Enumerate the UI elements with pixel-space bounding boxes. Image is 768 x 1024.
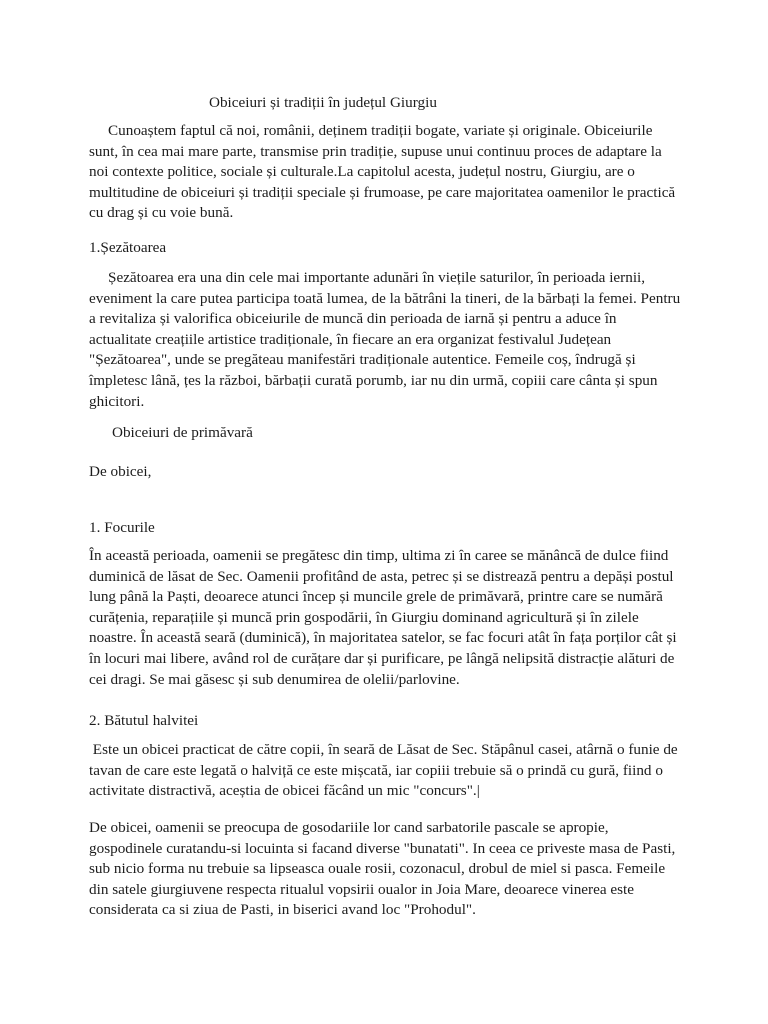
text-line: sub nicio forma nu trebuie sa lipseasca ouale rosii, cozonacul, drobul de miel si pasca. Femeile — [89, 860, 666, 878]
document-page — [89, 0, 689, 1024]
text-line: împletesc lână, țes la război, bărbații curată porumb, iar nu din urmă, copiii care cânta și spun — [89, 371, 658, 389]
text-line: De obicei, — [89, 463, 152, 480]
text-line: Cunoaștem faptul că noi, românii, deținem tradiții bogate, variate și originale. Obiceiurile — [108, 122, 653, 139]
text-line: lung până la Paști, deoarece atunci încep și muncile grele de primăvară, printre care se numără — [89, 588, 663, 606]
text-line: tavan de care este legată o halviță ce este mișcată, iar copiii trebuie să o prindă cu gură, fiind o — [89, 761, 663, 779]
text-line: curățenia, reparațiile și muncă prin gospodării, în Giurgiu dominand agricultură și în zilele — [89, 608, 639, 626]
text-line: cu drag și cu voie bună. — [89, 204, 234, 222]
text-line: considerata ca si ziua de Pasti, in biserici avand loc "Prohodul". — [89, 901, 476, 919]
text-line: "Șezătoarea", unde se pregăteau manifestări tradiționale autentice. Femeile coș, îndrugă și — [89, 351, 636, 369]
text-line: multitudine de obiceiuri și tradiții speciale și frumoase, pe care majoritatea oamenilor le practică — [89, 183, 676, 201]
batutul-halvitei-paragraph — [89, 740, 689, 802]
text-line: a revitaliza și valorifica obiceiurile de muncă din perioada de iarnă și pentru a aduce în — [89, 310, 617, 328]
text-line: ghicitori. — [89, 392, 145, 410]
text-line: activitate distractivă, aceștia de obicei făcând un mic "concurs".| — [89, 782, 480, 800]
text-line: noastre. În această seară (duminică), în majoritatea satelor, se fac focuri atât în fața porților cât și — [89, 629, 677, 647]
text-line: actualitate creațiile artistice tradiționale, în fiecare an era organizat festivalul Județean — [89, 330, 612, 348]
section-heading: Obiceiuri de primăvară — [112, 424, 253, 441]
text-line: eveniment la care putea participa toată lumea, de la bătrâni la tineri, de la bărbați la femei. Pentru — [89, 289, 681, 307]
text-line: Este un obicei practicat de către copii, în seară de Lăsat de Sec. Stăpânul casei, atârnă o funie de — [89, 741, 678, 758]
text-line: Șezătoarea era una din cele mai importante adunări în viețile saturilor, în perioada iernii, — [108, 269, 646, 286]
text-line: gospodinele curatandu-si locuinta si facand diverse "bunatati". In ceea ce priveste masa de Pasti, — [89, 839, 676, 857]
section-heading: 1. Focurile — [89, 519, 155, 536]
text-line: duminică de lăsat de Sec. Oamenii profitând de asta, petrec și se distrează pentru a depăși postul — [89, 567, 674, 585]
text-line: cei dragi. Se mai găsesc și sub denumirea de olelii/parlovine. — [89, 670, 460, 688]
sezatoarea-paragraph — [89, 268, 689, 412]
intro-paragraph — [89, 121, 689, 224]
section-heading: 2. Bătutul halvitei — [89, 712, 199, 729]
text-line: În această perioada, oamenii se pregătesc din timp, ultima zi în caree se mănâncă de dulce fiind — [89, 547, 669, 564]
text-line: sunt, în cea mai mare parte, transmise prin tradiție, supuse unui continuu proces de adaptare la — [89, 142, 662, 160]
closing-paragraph — [89, 818, 689, 921]
text-line: din satele giurgiuvene respecta ritualul vopsirii oualor in Joia Mare, deoarece vinerea este — [89, 880, 634, 898]
text-line: în locuri mai libere, având rol de curățare dar și purificare, pe lângă nelipsită distracție alături de — [89, 649, 675, 667]
focurile-paragraph — [89, 546, 689, 690]
text-line: De obicei, oamenii se preocupa de gosodariile lor cand sarbatorile pascale se apropie, — [89, 819, 609, 836]
section-heading: 1.Șezătoarea — [89, 239, 167, 256]
document-title: Obiceiuri și tradiții în județul Giurgiu — [209, 94, 437, 111]
text-line: noi contexte politice, sociale și culturale.La capitolul acesta, județul nostru, Giurgiu, are o — [89, 163, 635, 181]
